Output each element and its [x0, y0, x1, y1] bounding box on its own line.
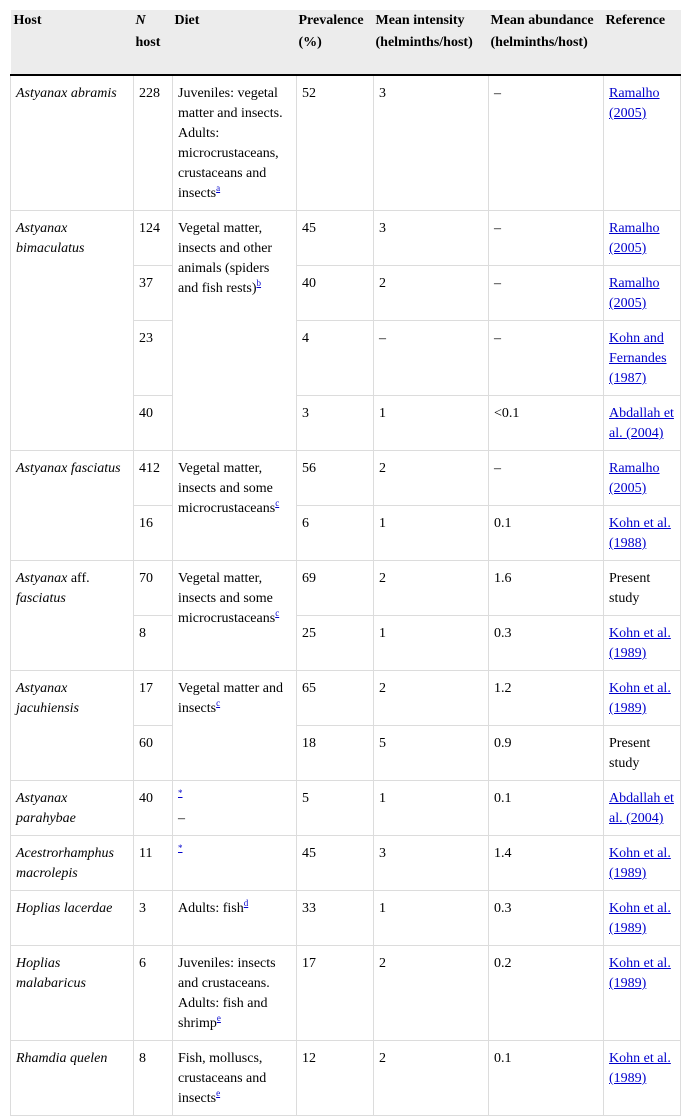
intensity-cell: 5 — [374, 726, 489, 781]
host-cell: Astyanax bimaculatus — [11, 211, 134, 451]
diet-text: Vegetal matter, insects and some microcrustaceans — [178, 571, 276, 626]
prevalence-cell: 4 — [297, 321, 374, 396]
prevalence-cell: 40 — [297, 266, 374, 321]
header-mean-intensity: Mean intensity (helminths/host) — [374, 10, 489, 75]
abundance-cell: 0.2 — [489, 946, 604, 1041]
abundance-cell: 0.9 — [489, 726, 604, 781]
diet-text: Adults: fish — [178, 901, 244, 916]
prevalence-cell: 52 — [297, 75, 374, 211]
header-n-symbol: N — [135, 13, 146, 28]
intensity-cell: 2 — [374, 1041, 489, 1116]
reference-cell — [604, 321, 681, 396]
diet-cell — [173, 211, 297, 451]
abundance-cell: 0.3 — [489, 891, 604, 946]
n-host-cell: 412 — [134, 451, 173, 506]
diet-text: – — [178, 811, 185, 826]
n-host-cell: 6 — [134, 946, 173, 1041]
intensity-cell: 2 — [374, 671, 489, 726]
footnote-link[interactable]: c — [216, 698, 221, 708]
table-row — [11, 211, 681, 266]
intensity-cell: 3 — [374, 836, 489, 891]
reference-cell — [604, 1041, 681, 1116]
host-aff: aff. — [70, 571, 90, 586]
data-table — [10, 10, 681, 1116]
prevalence-cell: 5 — [297, 781, 374, 836]
table-row — [11, 561, 681, 616]
reference-link[interactable]: Kohn et al. (1989) — [609, 901, 671, 936]
abundance-cell: – — [489, 75, 604, 211]
n-host-cell: 8 — [134, 616, 173, 671]
reference-cell — [604, 781, 681, 836]
abundance-cell: 0.1 — [489, 1041, 604, 1116]
host-cell — [11, 561, 134, 671]
abundance-cell: 0.1 — [489, 781, 604, 836]
reference-link[interactable]: Kohn et al. (1989) — [609, 846, 671, 881]
prevalence-cell: 12 — [297, 1041, 374, 1116]
host-cell: Astyanax abramis — [11, 75, 134, 211]
intensity-cell: 2 — [374, 946, 489, 1041]
reference-link[interactable]: Kohn et al. (1989) — [609, 626, 671, 661]
intensity-cell: 1 — [374, 396, 489, 451]
diet-text: Vegetal matter, insects and other animals (spiders and fish rests) — [178, 221, 273, 296]
diet-text: Vegetal matter, insects and some microcrustaceans — [178, 461, 276, 516]
reference-link[interactable]: Ramalho (2005) — [609, 86, 660, 121]
intensity-cell: 1 — [374, 616, 489, 671]
reference-link[interactable]: Kohn et al. (1989) — [609, 1051, 671, 1086]
table-row — [11, 946, 681, 1041]
header-reference: Reference — [604, 10, 681, 75]
diet-text: Fish, molluscs, crustaceans and insects — [178, 1051, 267, 1106]
abundance-cell: 0.3 — [489, 616, 604, 671]
prevalence-cell: 45 — [297, 211, 374, 266]
abundance-cell: – — [489, 451, 604, 506]
footnote-link[interactable]: e — [216, 1013, 221, 1023]
intensity-cell: 2 — [374, 266, 489, 321]
reference-cell — [604, 506, 681, 561]
diet-cell — [173, 75, 297, 211]
table-row — [11, 451, 681, 506]
footnote-link[interactable]: c — [275, 608, 280, 618]
reference-cell — [604, 211, 681, 266]
table-row — [11, 836, 681, 891]
footnote-link[interactable]: c — [275, 498, 280, 508]
header-row — [11, 10, 681, 75]
reference-link[interactable]: Kohn and Fernandes (1987) — [609, 331, 667, 386]
intensity-cell: 2 — [374, 451, 489, 506]
host-cell: Astyanax parahybae — [11, 781, 134, 836]
n-host-cell: 40 — [134, 396, 173, 451]
table-row — [11, 671, 681, 726]
host-cell: Acestrorhamphus macrolepis — [11, 836, 134, 891]
host-cell: Astyanax fasciatus — [11, 451, 134, 561]
n-host-cell: 124 — [134, 211, 173, 266]
prevalence-cell: 56 — [297, 451, 374, 506]
prevalence-cell: 6 — [297, 506, 374, 561]
table-row — [11, 781, 681, 836]
host-cell: Hoplias lacerdae — [11, 891, 134, 946]
reference-link[interactable]: Ramalho (2005) — [609, 461, 660, 496]
reference-link[interactable]: Kohn et al. (1989) — [609, 681, 671, 716]
n-host-cell: 16 — [134, 506, 173, 561]
reference-cell — [604, 75, 681, 211]
n-host-cell: 23 — [134, 321, 173, 396]
n-host-cell: 3 — [134, 891, 173, 946]
diet-cell — [173, 891, 297, 946]
reference-link[interactable]: Kohn et al. (1989) — [609, 956, 671, 991]
reference-cell: Present study — [604, 561, 681, 616]
intensity-cell: 3 — [374, 75, 489, 211]
abundance-cell: <0.1 — [489, 396, 604, 451]
prevalence-cell: 25 — [297, 616, 374, 671]
prevalence-cell: 18 — [297, 726, 374, 781]
n-host-cell: 8 — [134, 1041, 173, 1116]
prevalence-cell: 3 — [297, 396, 374, 451]
n-host-cell: 11 — [134, 836, 173, 891]
intensity-cell: 1 — [374, 891, 489, 946]
host-cell: Astyanax jacuhiensis — [11, 671, 134, 781]
n-host-cell: 17 — [134, 671, 173, 726]
abundance-cell: 1.4 — [489, 836, 604, 891]
abundance-cell: – — [489, 321, 604, 396]
diet-cell — [173, 561, 297, 671]
footnote-link[interactable]: e — [216, 1088, 221, 1098]
host-cell: Rhamdia quelen — [11, 1041, 134, 1116]
n-host-cell: 60 — [134, 726, 173, 781]
footnote-link[interactable]: b — [256, 278, 262, 288]
reference-cell — [604, 891, 681, 946]
prevalence-cell: 65 — [297, 671, 374, 726]
n-host-cell: 40 — [134, 781, 173, 836]
host-species: fasciatus — [16, 591, 66, 606]
reference-link[interactable]: Ramalho (2005) — [609, 276, 660, 311]
diet-cell — [173, 781, 297, 836]
n-host-cell: 228 — [134, 75, 173, 211]
reference-cell — [604, 396, 681, 451]
reference-cell — [604, 946, 681, 1041]
diet-cell — [173, 451, 297, 561]
diet-text: Vegetal matter and insects — [178, 681, 283, 716]
intensity-cell: 1 — [374, 781, 489, 836]
diet-text: Juveniles: vegetal matter and insects. Adults: microcrustaceans, crustaceans and insects — [178, 86, 283, 201]
diet-cell — [173, 946, 297, 1041]
intensity-cell: 1 — [374, 506, 489, 561]
reference-cell — [604, 451, 681, 506]
footnote-link[interactable]: * — [178, 843, 183, 853]
header-diet: Diet — [173, 10, 297, 75]
prevalence-cell: 45 — [297, 836, 374, 891]
abundance-cell: 0.1 — [489, 506, 604, 561]
host-genus: Astyanax — [16, 571, 68, 586]
footnote-link[interactable]: a — [216, 183, 221, 193]
table-row — [11, 891, 681, 946]
table-row — [11, 1041, 681, 1116]
n-host-cell: 37 — [134, 266, 173, 321]
intensity-cell: 3 — [374, 211, 489, 266]
header-host: Host — [11, 10, 134, 75]
reference-cell — [604, 671, 681, 726]
diet-cell — [173, 671, 297, 781]
reference-link[interactable]: Abdallah et al. (2004) — [609, 791, 674, 826]
abundance-cell: – — [489, 211, 604, 266]
header-prevalence: Prevalence (%) — [297, 10, 374, 75]
table-row — [11, 75, 681, 211]
footnote-link[interactable]: * — [178, 788, 183, 798]
prevalence-cell: 69 — [297, 561, 374, 616]
abundance-cell: – — [489, 266, 604, 321]
intensity-cell: 2 — [374, 561, 489, 616]
abundance-cell: 1.6 — [489, 561, 604, 616]
reference-link[interactable]: Kohn et al. (1988) — [609, 516, 671, 551]
header-mean-abundance: Mean abundance (helminths/host) — [489, 10, 604, 75]
header-n-host — [134, 10, 173, 75]
diet-text: Juveniles: insects and crustaceans. Adults: fish and shrimp — [178, 956, 276, 1031]
reference-link[interactable]: Ramalho (2005) — [609, 221, 660, 256]
reference-cell — [604, 266, 681, 321]
diet-cell — [173, 836, 297, 891]
n-host-cell: 70 — [134, 561, 173, 616]
reference-cell — [604, 836, 681, 891]
diet-cell — [173, 1041, 297, 1116]
reference-link[interactable]: Abdallah et al. (2004) — [609, 406, 674, 441]
host-cell: Hoplias malabaricus — [11, 946, 134, 1041]
reference-cell: Present study — [604, 726, 681, 781]
reference-cell — [604, 616, 681, 671]
abundance-cell: 1.2 — [489, 671, 604, 726]
footnote-link[interactable]: d — [243, 898, 249, 908]
prevalence-cell: 17 — [297, 946, 374, 1041]
prevalence-cell: 33 — [297, 891, 374, 946]
intensity-cell: – — [374, 321, 489, 396]
header-n-label: host — [135, 35, 161, 50]
